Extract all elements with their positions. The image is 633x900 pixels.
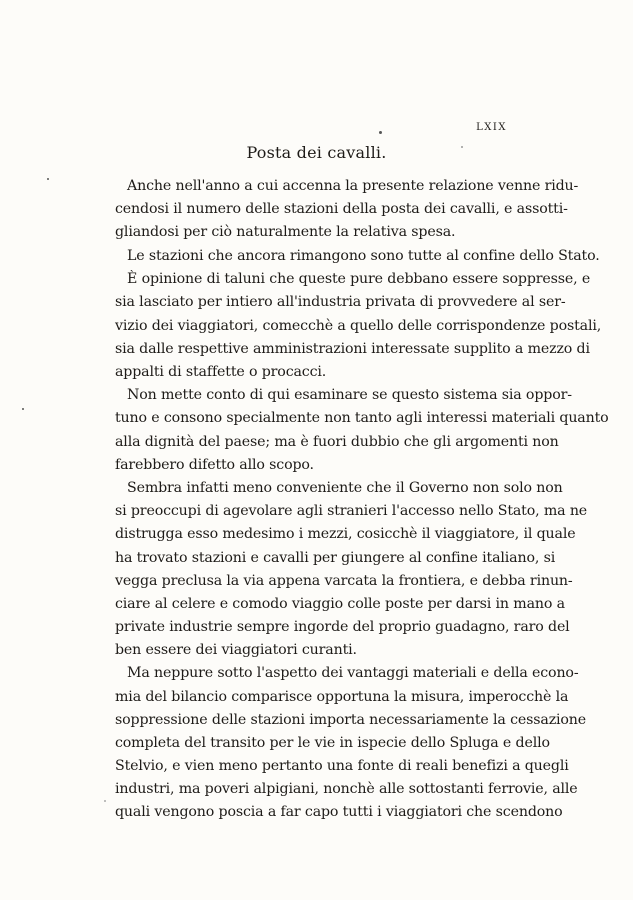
- text-line: ha trovato stazioni e cavalli per giungere al confine italiano, si: [115, 549, 556, 566]
- text-line: appalti di staffette o procacci.: [115, 363, 327, 380]
- text-line: sia dalle respettive amministrazioni interessate supplito a mezzo di: [115, 340, 590, 357]
- text-line: Non mette conto di qui esaminare se questo sistema sia oppor-: [127, 387, 572, 404]
- text-line: gliandosi per ciò naturalmente la relativa spesa.: [115, 224, 456, 241]
- text-line: Sembra infatti meno conveniente che il Governo non solo non: [127, 480, 563, 497]
- text-line: soppressione delle stazioni importa necessariamente la cessazione: [115, 711, 587, 728]
- text-line: distrugga esso medesimo i mezzi, cosicchè il viaggiatore, il quale: [115, 526, 576, 543]
- text-line: vegga preclusa la via appena varcata la frontiera, e debba rinun-: [115, 572, 573, 589]
- text-line: È opinione di taluni che queste pure debbano essere soppresse, e: [127, 271, 591, 288]
- text-line: farebbero difetto allo scopo.: [115, 456, 314, 473]
- text-line: sia lasciato per intiero all'industria privata di provvedere al ser-: [115, 294, 566, 311]
- page-title: Posta dei cavalli.: [246, 143, 387, 162]
- text-line: cendosi il numero delle stazioni della posta dei cavalli, e assotti-: [115, 201, 568, 218]
- text-line: Anche nell'anno a cui accenna la presente relazione venne ridu-: [127, 178, 579, 194]
- paper-speck: [379, 131, 382, 134]
- paper-speck: [22, 408, 24, 410]
- text-line: mia del bilancio comparisce opportuna la misura, imperocchè la: [115, 688, 569, 705]
- body-text: [115, 175, 609, 824]
- text-line: industri, ma poveri alpigiani, nonchè alle sottostanti ferrovie, alle: [115, 780, 578, 797]
- text-line: Ma neppure sotto l'aspetto dei vantaggi materiali e della econo-: [127, 665, 579, 682]
- text-line: vizio dei viaggiatori, comecchè a quello delle corrispondenze postali,: [115, 317, 602, 334]
- text-line: ben essere dei viaggiatori curanti.: [115, 641, 357, 658]
- text-line: quali vengono poscia a far capo tutti i viaggiatori che scendono: [115, 804, 563, 821]
- text-line: Le stazioni che ancora rimangono sono tutte al confine dello Stato.: [127, 247, 600, 264]
- text-line: ciare al celere e comodo viaggio colle poste per darsi in mano a: [115, 595, 565, 612]
- paper-speck: [461, 146, 463, 148]
- paper-speck: [47, 178, 49, 180]
- text-line: si preoccupi di agevolare agli stranieri l'accesso nello Stato, ma ne: [115, 503, 588, 520]
- text-line: alla dignità del paese; ma è fuori dubbio che gli argomenti non: [115, 433, 559, 450]
- text-line: private industrie sempre ingorde del proprio guadagno, raro del: [115, 618, 570, 635]
- page-number: LXIX: [476, 122, 507, 133]
- text-line: Stelvio, e vien meno pertanto una fonte di reali benefizi a quegli: [115, 757, 569, 774]
- paper-speck: [104, 800, 106, 802]
- text-line: tuno e consono specialmente non tanto agli interessi materiali quanto: [115, 410, 609, 427]
- text-line: completa del transito per le vie in ispecie dello Spluga e dello: [115, 734, 550, 751]
